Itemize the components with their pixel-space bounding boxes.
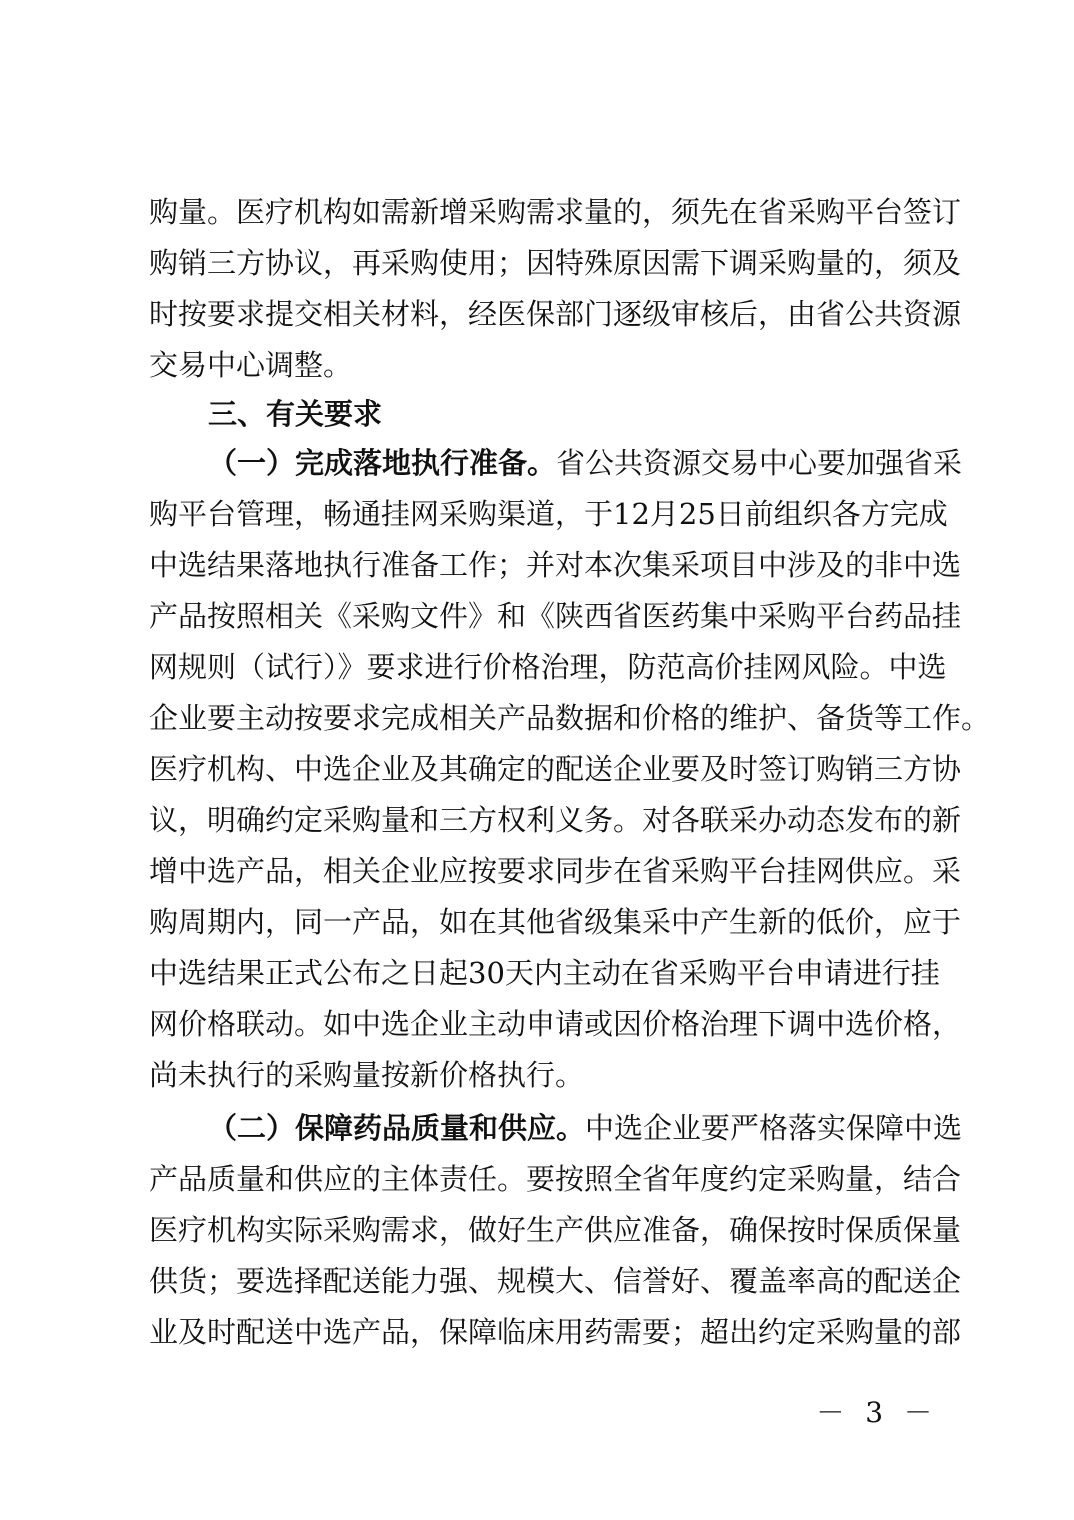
item1-line: 中选结果落地执行准备工作；并对本次集采项目中涉及的非中选 [149, 548, 962, 582]
item1-line: 网规则（试行）》要求进行价格治理，防范高价挂网风险。中选 [149, 650, 947, 684]
intro-line-3: 时按要求提交相关材料，经医保部门逐级审核后，由省公共资源 [149, 297, 962, 331]
page-number: － 3 － [816, 1396, 938, 1429]
item2-line: 业及时配送中选产品，保障临床用药需要；超出约定采购量的部 [149, 1315, 962, 1349]
item2-first-line [208, 1108, 963, 1148]
item1-line: 议，明确约定采购量和三方权利义务。对各联采办动态发布的新 [149, 803, 962, 837]
item2-first-line-text: 中选企业要严格落实保障中选 [585, 1111, 963, 1145]
item1-line: 医疗机构、中选企业及其确定的配送企业要及时签订购销三方协 [149, 752, 962, 786]
item1-title: （一）完成落地执行准备。 [208, 446, 557, 480]
item2-line: 供货；要选择配送能力强、规模大、信誉好、覆盖率高的配送企 [149, 1264, 962, 1298]
item1-line: 中选结果正式公布之日起30天内主动在省采购平台申请进行挂 [149, 956, 940, 990]
item2-line: 产品质量和供应的主体责任。要按照全省年度约定采购量，结合 [149, 1162, 962, 1196]
intro-line-4: 交易中心调整。 [149, 348, 353, 382]
item1-line: 产品按照相关《采购文件》和《陕西省医药集中采购平台药品挂 [149, 599, 962, 633]
item1-line: 企业要主动按要求完成相关产品数据和价格的维护、备货等工作。 [149, 701, 991, 735]
item1-line: 网价格联动。如中选企业主动申请或因价格治理下调中选价格， [149, 1007, 962, 1041]
item1-line: 购周期内，同一产品，如在其他省级集采中产生新的低价，应于 [149, 905, 962, 939]
item1-line: 购平台管理，畅通挂网采购渠道，于12月25日前组织各方完成 [149, 497, 948, 531]
item1-line: 增中选产品，相关企业应按要求同步在省采购平台挂网供应。采 [149, 854, 962, 888]
intro-line-2: 购销三方协议，再采购使用；因特殊原因需下调采购量的，须及 [149, 246, 962, 280]
item2-line: 医疗机构实际采购需求，做好生产供应准备，确保按时保质保量 [149, 1213, 962, 1247]
intro-line-1: 购量。医疗机构如需新增采购需求量的，须先在省采购平台签订 [149, 195, 962, 229]
section-heading: 三、有关要求 [208, 397, 383, 431]
item1-first-line-text: 省公共资源交易中心要加强省采 [556, 446, 963, 480]
item2-title: （二）保障药品质量和供应。 [208, 1111, 586, 1145]
item1-line: 尚未执行的采购量按新价格执行。 [149, 1058, 585, 1092]
item1-first-line [208, 443, 963, 483]
